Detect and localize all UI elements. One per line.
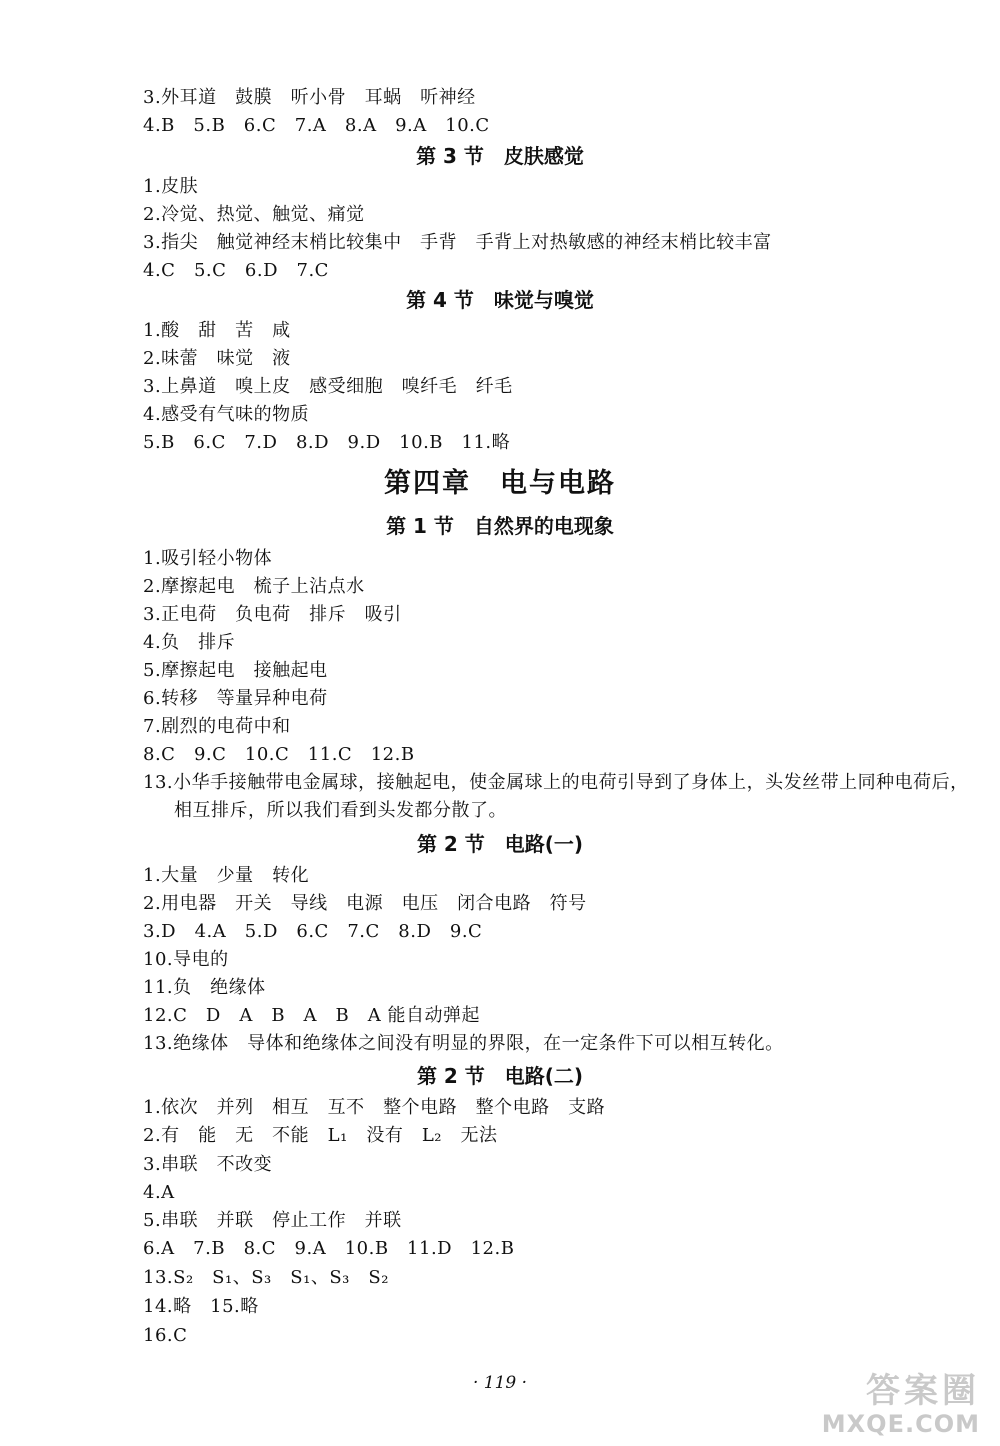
answer-line: 13.绝缘体 导体和绝缘体之间没有明显的界限，在一定条件下可以相互转化。 — [143, 1033, 784, 1054]
watermark-logo: 答案圈 — [866, 1371, 980, 1411]
answer-line: 1.大量 少量 转化 — [143, 865, 310, 886]
answer-line: 2.用电器 开关 导线 电源 电压 闭合电路 符号 — [143, 893, 587, 914]
answer-line: 1.依次 并列 相互 互不 整个电路 整个电路 支路 — [143, 1097, 606, 1118]
answer-line: 4.感受有气味的物质 — [143, 404, 310, 425]
answer-line: 2.冷觉、热觉、触觉、痛觉 — [143, 204, 365, 225]
answer-line: 5.B 6.C 7.D 8.D 9.D 10.B 11.略 — [143, 432, 511, 453]
answer-line: 1.皮肤 — [143, 176, 199, 197]
answer-line: 1.酸 甜 苦 咸 — [143, 320, 291, 341]
page-number: · 119 · — [472, 1373, 528, 1393]
answer-line: 4.负 排斥 — [143, 632, 236, 653]
answer-line: 16.C — [143, 1325, 188, 1346]
section-heading: 第 2 节 电路(一) — [416, 832, 584, 856]
answer-line: 13.S₂ S₁、S₃ S₁、S₃ S₂ — [143, 1267, 389, 1288]
answer-line-continued: 相互排斥，所以我们看到头发都分散了。 — [174, 800, 507, 821]
answer-line: 4.A — [143, 1182, 175, 1203]
answer-line: 6.A 7.B 8.C 9.A 10.B 11.D 12.B — [143, 1238, 515, 1259]
answer-line: 13.小华手接触带电金属球，接触起电，使金属球上的电荷引导到了身体上，头发丝带上同种电荷后， — [143, 772, 969, 793]
answer-line: 2.摩擦起电 梳子上沾点水 — [143, 576, 365, 597]
answer-line: 4.C 5.C 6.D 7.C — [143, 260, 329, 281]
answer-line: 2.味蕾 味觉 液 — [143, 348, 291, 369]
answer-line: 12.C D A B A B A 能自动弹起 — [143, 1005, 481, 1026]
section-heading: 第 1 节 自然界的电现象 — [386, 514, 614, 538]
watermark-url: MXQE.COM — [821, 1410, 980, 1438]
answer-line: 3.外耳道 鼓膜 听小骨 耳蜗 听神经 — [143, 87, 476, 108]
chapter-heading: 第四章 电与电路 — [384, 468, 616, 499]
answer-line: 7.剧烈的电荷中和 — [143, 716, 291, 737]
answer-line: 3.正电荷 负电荷 排斥 吸引 — [143, 604, 402, 625]
answer-line: 11.负 绝缘体 — [143, 977, 266, 998]
answer-line: 5.串联 并联 停止工作 并联 — [143, 1210, 402, 1231]
section-heading: 第 2 节 电路(二) — [416, 1064, 584, 1088]
answer-line: 10.导电的 — [143, 949, 229, 970]
answer-line: 4.B 5.B 6.C 7.A 8.A 9.A 10.C — [143, 115, 490, 136]
answer-line: 3.D 4.A 5.D 6.C 7.C 8.D 9.C — [143, 921, 483, 942]
answer-line: 8.C 9.C 10.C 11.C 12.B — [143, 744, 415, 765]
watermark — [822, 1372, 980, 1438]
answer-line: 3.上鼻道 嗅上皮 感受细胞 嗅纤毛 纤毛 — [143, 376, 513, 397]
answer-line: 2.有 能 无 不能 L₁ 没有 L₂ 无法 — [143, 1125, 498, 1146]
answer-line: 3.指尖 触觉神经末梢比较集中 手背 手背上对热敏感的神经末梢比较丰富 — [143, 232, 772, 253]
answer-line: 1.吸引轻小物体 — [143, 548, 273, 569]
section-heading: 第 4 节 味觉与嗅觉 — [406, 288, 594, 312]
answer-line: 14.略 15.略 — [143, 1296, 259, 1317]
answer-line: 5.摩擦起电 接触起电 — [143, 660, 328, 681]
section-heading: 第 3 节 皮肤感觉 — [416, 144, 584, 168]
answer-line: 3.串联 不改变 — [143, 1154, 273, 1175]
answer-line: 6.转移 等量异种电荷 — [143, 688, 328, 709]
